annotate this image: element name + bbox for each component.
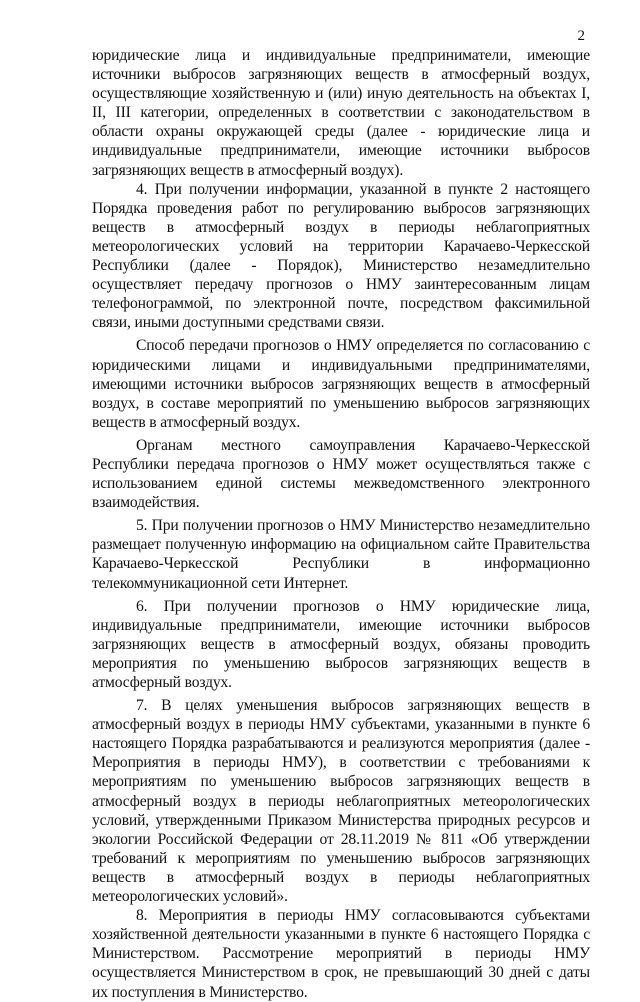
paragraph-forecast-transfer-method: Способ передачи прогнозов о НМУ определяется по согласованию с юридическими лицами и индивидуальными предпринимателями, имеющими источники выбросов загрязняющих веществ в атмосферный воздух, в составе мероприятий по уменьшению выбросов загрязняющих веществ в атмосферный воздух. <box>92 337 590 431</box>
paragraph-item-7: 7. В целях уменьшения выбросов загрязняющих веществ в атмосферный воздух в периоды НМУ субъектами, указанными в пункте 6 настоящего Порядка разрабатываются и реализуются мероприятия (далее - Мероприятия в периоды НМУ), в соответствии с требованиями к мероприятиям по уменьшению выбросов загрязняющих веществ в атмосферный воздух в периоды неблагоприятных метеорологических условий, утвержденными Приказом Министерства природных ресурсов и экологии Российской Федерации от 28.11.2019 № 811 «Об утверждении требований к мероприятиям по уменьшению выбросов загрязняющих веществ в атмосферный воздух в периоды неблагоприятных метеорологических условий». <box>92 697 590 906</box>
paragraph-item-5: 5. При получении прогнозов о НМУ Министерство незамедлительно размещает полученную информацию на официальном сайте Правительства Карачаево-Черкесской Республики в информационно телекоммуникационной сети Интернет. <box>92 517 590 592</box>
paragraph-intro-continuation: юридические лица и индивидуальные предприниматели, имеющие источники выбросов загрязняющих веществ в атмосферный воздух, осуществляющие хозяйственную и (или) иную деятельность на объектах I, II, III категории, определенных в соответствии с законодательством в области охраны окружающей среды (далее - юридические лица и индивидуальные предприниматели, имеющие источники выбросов загрязняющих веществ в атмосферный воздух). <box>92 47 590 179</box>
document-body <box>92 46 590 1002</box>
paragraph-item-4: 4. При получении информации, указанной в пункте 2 настоящего Порядка проведения работ по регулированию выбросов загрязняющих веществ в атмосферный воздух в периоды неблагоприятных метеорологических условий на территории Карачаево-Черкесской Республики (далее - Порядок), Министерство незамедлительно осуществляет передачу прогнозов о НМУ заинтересованным лицам телефонограммой, по электронной почте, посредством факсимильной связи, иными доступными средствами связи. <box>92 180 590 332</box>
paragraph-local-government: Органам местного самоуправления Карачаево-Черкесской Республики передача прогнозов о НМУ может осуществляться также с использованием единой системы межведомственного электронного взаимодействия. <box>92 436 590 512</box>
paragraph-item-6: 6. При получении прогнозов о НМУ юридические лица, индивидуальные предприниматели, имеющие источники выбросов загрязняющих веществ в атмосферный воздух, обязаны проводить мероприятия по уменьшению выбросов загрязняющих веществ в атмосферный воздух. <box>92 597 590 691</box>
paragraph-item-8: 8. Мероприятия в периоды НМУ согласовываются субъектами хозяйственной деятельности указанными в пункте 6 настоящего Порядка с Министерством. Рассмотрение мероприятий в периоды НМУ осуществляется Министерством в срок, не превышающий 30 дней с даты их поступления в Министерство. <box>92 907 590 1001</box>
page-number: 2 <box>577 28 585 44</box>
